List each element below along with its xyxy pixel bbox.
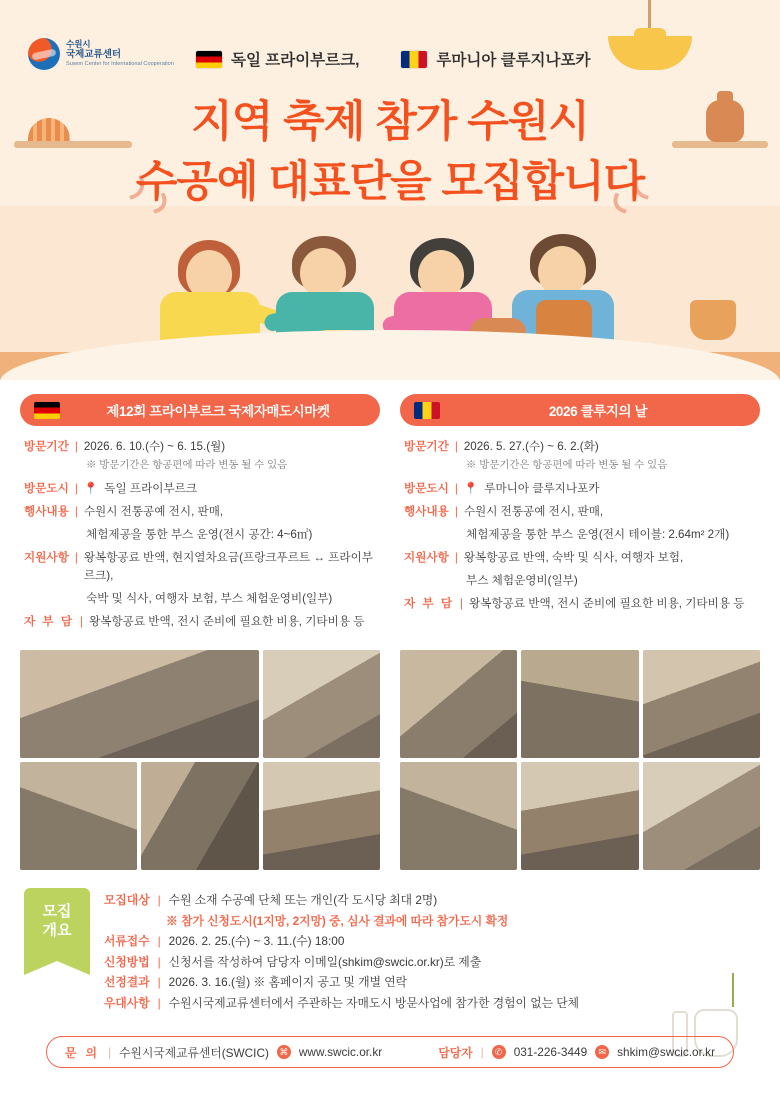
row-value: 2026. 6. 10.(수) ~ 6. 15.(월): [83, 440, 226, 453]
summary-item: [166, 911, 756, 932]
card-body-cluj: [400, 426, 760, 613]
card-row: [86, 526, 376, 544]
row-label: 방문도시: [404, 482, 449, 496]
program-cards: [0, 380, 780, 636]
row-value: 왕복항공료 반액, 숙박 및 식사, 여행자 보험,: [463, 551, 684, 564]
germany-flag-icon: [196, 51, 222, 68]
photo-collages: [0, 636, 780, 870]
row-label: 지원사항: [24, 551, 69, 564]
footer-label: 문 의: [65, 1045, 101, 1060]
summary-value: 신청서를 작성하여 담당자 이메일(shkim@swcic.or.kr)로 제출: [168, 954, 482, 969]
row-value: 수원시 전통공예 전시, 판매,: [463, 505, 604, 519]
summary-list: [104, 888, 756, 1014]
location-pin-icon: 📍: [463, 482, 479, 496]
row-value: 루마니아 클루지나포카: [484, 482, 600, 496]
row-value: 체험제공을 통한 부스 운영(전시 공간: 4~6㎡): [86, 528, 313, 542]
row-label: 자 부 담: [404, 596, 455, 610]
poster-title-line-1: 지역 축제 참가 수원시: [191, 98, 589, 146]
summary-item: 서류접수 | 2026. 2. 25.(수) ~ 3. 11.(수) 18:00: [104, 931, 756, 952]
row-value: 왕복항공료 반액, 전시 준비에 필요한 비용, 기타비용 등: [469, 596, 745, 610]
photo-thumbnail: [20, 650, 259, 758]
footer-website[interactable]: www.swcic.or.kr: [298, 1045, 383, 1059]
card-title-freiburg: 제12회 프라이부르크 국제자매도시마켓: [106, 404, 330, 419]
row-value: 수원시 전통공예 전시, 판매,: [83, 505, 224, 519]
card-row: 지원사항 | 왕복항공료 반액, 현지열차요금(프랑크푸르트 ↔ 프라이부르크),: [24, 549, 376, 585]
card-header-cluj: [400, 394, 760, 426]
logo-line-3: Suwon Center for International Cooperation: [66, 61, 174, 68]
hero-section: [0, 0, 780, 380]
germany-flag-icon-card: [34, 402, 60, 419]
summary-item: 우대사항 | 수원시국제교류센터에서 주관하는 자매도시 방문사업에 참가한 경험이 없는 단체: [104, 993, 756, 1014]
card-row: [466, 526, 756, 544]
germany-city-label: 독일 프라이부르크,: [231, 52, 360, 69]
footer-organization: 수원시국제교류센터(SWCIC): [119, 1045, 269, 1060]
logo-line-2: 국제교류센터: [66, 49, 122, 61]
photo-thumbnail: [521, 650, 638, 758]
row-value: 독일 프라이부르크: [104, 482, 198, 496]
romania-city-label: 루마니아 클루지나포카: [436, 52, 591, 69]
card-row: 행사내용 | 수원시 전통공예 전시, 판매,: [404, 503, 756, 521]
footer-contact-bar: 문 의 | 수원시국제교류센터(SWCIC) ⌘ www.swcic.or.kr 담당자 | ✆ 031-226-3449 ✉ shkim@swcic.or.kr: [46, 1036, 734, 1068]
summary-value: 수원 소재 수공예 단체 또는 개인(각 도시당 최대 2명): [168, 892, 438, 907]
card-header-freiburg: [20, 394, 380, 426]
photo-thumbnail: [521, 762, 638, 870]
photo-thumbnail: [400, 762, 517, 870]
row-label: 행사내용: [404, 505, 449, 519]
program-card-freiburg: [20, 394, 380, 636]
poster-title-line-2: 수공예 대표단을 모집합니다: [135, 158, 645, 206]
recruitment-summary: [0, 870, 780, 1014]
card-row: 방문기간 | 2026. 5. 27.(수) ~ 6. 2.(화): [404, 438, 756, 456]
summary-ribbon: [24, 888, 90, 974]
summary-label: 서류접수: [104, 934, 150, 949]
photo-grid-freiburg: [20, 650, 380, 870]
logo-line-1: 수원시: [66, 39, 91, 50]
card-row: 행사내용 | 수원시 전통공예 전시, 판매,: [24, 503, 376, 521]
phone-icon: ✆: [492, 1045, 506, 1059]
card-row: [86, 590, 376, 608]
summary-item: 선정결과 | 2026. 3. 16.(월) ※ 홈페이지 공고 및 개별 연락: [104, 972, 756, 993]
globe-icon: ⌘: [277, 1045, 291, 1059]
row-label: 지원사항: [404, 551, 449, 564]
row-label: 방문기간: [404, 440, 449, 453]
summary-label: 모집대상: [104, 892, 150, 907]
location-pin-icon: 📍: [83, 482, 99, 496]
row-value: 왕복항공료 반액, 전시 준비에 필요한 비용, 기타비용 등: [89, 614, 365, 628]
ribbon-line-2: 개요: [42, 922, 72, 940]
ribbon-line-1: 모집: [42, 902, 72, 920]
row-label: 방문도시: [24, 482, 69, 496]
content-area: [0, 380, 780, 1014]
photo-thumbnail: [643, 762, 760, 870]
row-label: 자 부 담: [24, 614, 75, 628]
card-row: 자 부 담 | 왕복항공료 반액, 전시 준비에 필요한 비용, 기타비용 등: [404, 595, 756, 613]
card-row: 자 부 담 | 왕복항공료 반액, 전시 준비에 필요한 비용, 기타비용 등: [24, 613, 376, 631]
city-flag-line: [196, 48, 590, 70]
summary-highlight: ※ 참가 신청도시(1지망, 2지망) 중, 심사 결과에 따라 참가도시 확정: [166, 913, 509, 928]
footer-phone[interactable]: 031-226-3449: [513, 1045, 588, 1059]
plant-pot-icon: [690, 300, 736, 340]
summary-label: 선정결과: [104, 975, 150, 990]
row-value: 부스 체험운영비(일부): [466, 573, 578, 587]
row-label: 행사내용: [24, 505, 69, 519]
card-body-freiburg: [20, 426, 380, 631]
leaf-decoration: [732, 973, 734, 1007]
photo-thumbnail: [643, 650, 760, 758]
summary-value: 2026. 2. 25.(수) ~ 3. 11.(수) 18:00: [168, 934, 345, 949]
photo-thumbnail: [400, 650, 517, 758]
mail-icon: ✉: [595, 1045, 609, 1059]
row-label: 방문기간: [24, 440, 69, 453]
card-note-cluj: ※ 방문기간은 항공편에 따라 변동 될 수 있음: [466, 459, 668, 471]
summary-label: 신청방법: [104, 954, 150, 969]
card-row: 지원사항 | 왕복항공료 반액, 숙박 및 식사, 여행자 보험,: [404, 549, 756, 567]
photo-thumbnail: [141, 762, 258, 870]
summary-item: 모집대상 | 수원 소재 수공예 단체 또는 개인(각 도시당 최대 2명): [104, 890, 756, 911]
summary-item: 신청방법 | 신청서를 작성하여 담당자 이메일(shkim@swcic.or.kr)로 제출: [104, 952, 756, 973]
photo-thumbnail: [263, 650, 380, 758]
summary-value: 2026. 3. 16.(월) ※ 홈페이지 공고 및 개별 연락: [168, 975, 408, 990]
row-value: 체험제공을 통한 부스 운영(전시 테이블: 2.64m² 2개): [466, 528, 730, 542]
row-value: 왕복항공료 반액, 현지열차요금(프랑크푸르트 ↔ 프라이부르크),: [83, 551, 373, 582]
swcic-logo: [28, 38, 174, 70]
photo-grid-cluj: [400, 650, 760, 870]
card-note-freiburg: ※ 방문기간은 항공편에 따라 변동 될 수 있음: [86, 459, 288, 471]
summary-value: 수원시국제교류센터에서 주관하는 자매도시 방문사업에 참가한 경험이 없는 단체: [168, 996, 580, 1011]
card-row: 방문도시 | 📍 루마니아 클루지나포카: [404, 480, 756, 498]
footer-email[interactable]: shkim@swcic.or.kr: [617, 1045, 715, 1059]
summary-label: 우대사항: [104, 996, 150, 1011]
row-value: 숙박 및 식사, 여행자 보험, 부스 체험운영비(일부): [86, 591, 333, 605]
photo-thumbnail: [20, 762, 137, 870]
row-value: 2026. 5. 27.(수) ~ 6. 2.(화): [463, 440, 599, 453]
logo-globe-icon: [28, 38, 60, 70]
program-card-cluj: [400, 394, 760, 636]
photo-thumbnail: [263, 762, 380, 870]
card-row: 방문도시 | 📍 독일 프라이부르크: [24, 480, 376, 498]
card-row: 방문기간 | 2026. 6. 10.(수) ~ 6. 15.(월): [24, 438, 376, 456]
romania-flag-icon: [401, 51, 427, 68]
footer-contact-label: 담당자: [438, 1045, 473, 1060]
card-title-cluj: 2026 클루지의 날: [548, 404, 648, 419]
romania-flag-icon-card: [414, 402, 440, 419]
card-row: [466, 572, 756, 590]
